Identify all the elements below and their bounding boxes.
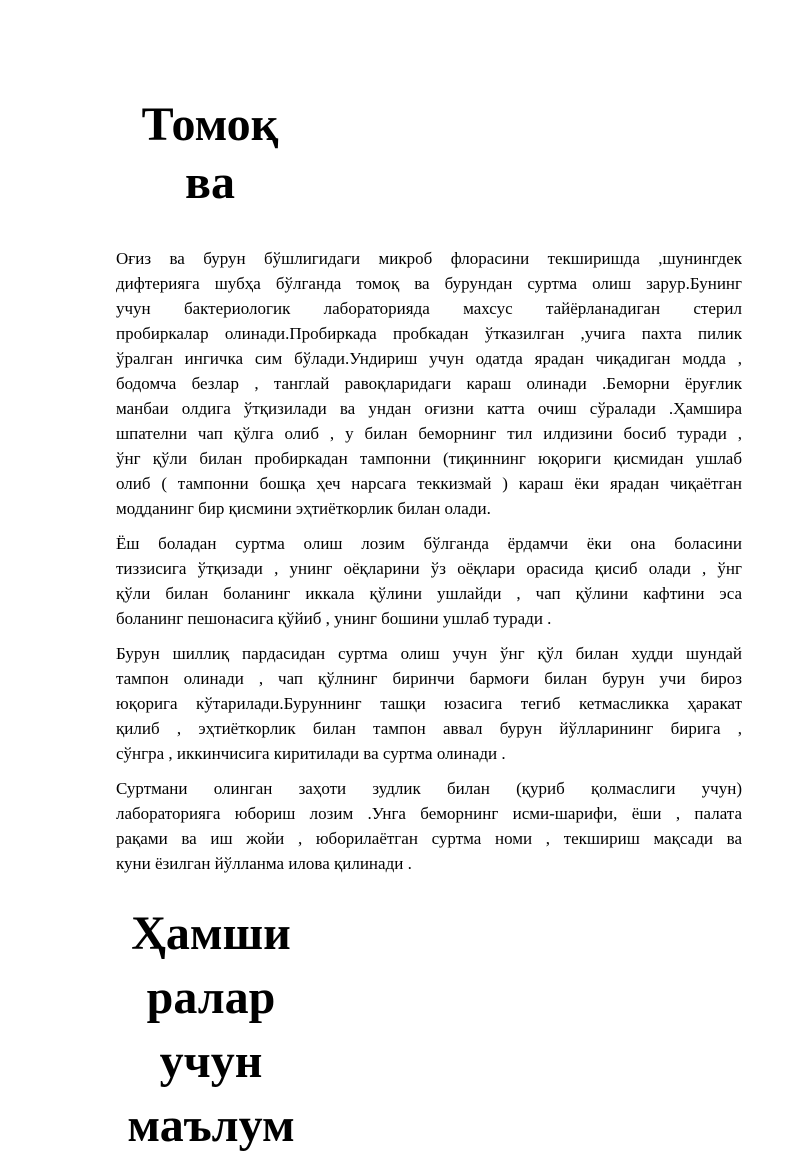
text-line: боланинг пешонасига қўйиб , унинг бошини ушлаб туради . <box>116 609 552 628</box>
text-line: дифтерияга шубҳа бўлганда томоқ ва бурундан суртма олиш зарур.Бунинг <box>116 274 742 293</box>
text-line: тампон олинади , чап қўлнинг биринчи бармоғи билан бурун учи бироз <box>116 669 742 688</box>
heading-line: Ҳамши <box>131 907 291 960</box>
text-line: пробиркалар олинади.Пробиркада пробкадан ўтказилган ,учига пахта пилик <box>116 324 742 343</box>
text-line: Оғиз ва бурун бўшлигидаги микроб флорасини текширишда ,шунингдек <box>116 249 742 268</box>
section-heading-throat <box>110 96 310 212</box>
paragraph-child-swab <box>116 531 742 631</box>
text-line: ўралган ингичка сим бўлади.Ундириш учун одатда ярадан чиқадиган модда , <box>116 349 742 368</box>
text-line: сўнгра , иккинчисига киритилади ва суртма олинади . <box>116 744 506 763</box>
text-line: Бурун шиллиқ пардасидан суртма олиш учун ўнг қўл билан худди шундай <box>116 644 742 663</box>
text-line: шпателни чап қўлга олиб , у билан беморнинг тил илдизини босиб туради , <box>116 424 742 443</box>
text-line: қўли билан боланинг иккала қўлини ушлайди , чап қўлини кафтини эса <box>116 584 742 603</box>
paragraph-throat-swab <box>116 246 742 521</box>
section-heading-nurses <box>111 902 311 1158</box>
paragraph-sending-to-lab <box>116 776 742 876</box>
text-line: модданинг бир қисмини эҳтиёткорлик билан олади. <box>116 499 491 518</box>
text-line: тиззисига ўтқизади , унинг оёқларини ўз оёқлари орасида қисиб олади , ўнг <box>116 559 742 578</box>
heading-line: ва <box>185 156 235 209</box>
text-line: қилиб , эҳтиёткорлик билан тампон аввал бурун йўлларининг бирига , <box>116 719 742 738</box>
text-line: ўнг қўли билан пробиркадан тампонни (тиқиннинг юқориги қисмидан ушлаб <box>116 449 742 468</box>
text-line: учун бактериологик лабораторияда махсус тайёрланадиган стерил <box>116 299 742 318</box>
body-text <box>116 246 742 886</box>
heading-line: учун <box>159 1035 263 1088</box>
text-line: бодомча безлар , танглай равоқларидаги караш олинади .Беморни ёруғлик <box>116 374 742 393</box>
text-line: рақами ва иш жойи , юборилаётган суртма номи , текшириш мақсади ва <box>116 829 742 848</box>
text-line: Суртмани олинган заҳоти зудлик билан (қуриб қолмаслиги учун) <box>116 779 742 798</box>
text-line: юқорига кўтарилади.Буруннинг ташқи юзасига тегиб кетмасликка ҳаракат <box>116 694 742 713</box>
heading-line: Томоқ <box>141 98 279 151</box>
text-line: Ёш боладан суртма олиш лозим бўлганда ёрдамчи ёки она боласини <box>116 534 742 553</box>
text-line: манбаи олдига ўтқизилади ва ундан оғизни катта очиш сўралади .Ҳамшира <box>116 399 742 418</box>
heading-line: маълум <box>127 1099 295 1152</box>
paragraph-nasal-swab <box>116 641 742 766</box>
heading-line: ралар <box>146 971 276 1024</box>
text-line: лабораторияга юбориш лозим .Унга беморнинг исми-шарифи, ёши , палата <box>116 804 742 823</box>
text-line: куни ёзилган йўлланма илова қилинади . <box>116 854 412 873</box>
text-line: олиб ( тампонни бошқа ҳеч нарсага теккизмай ) караш ёки ярадан чиқаётган <box>116 474 742 493</box>
